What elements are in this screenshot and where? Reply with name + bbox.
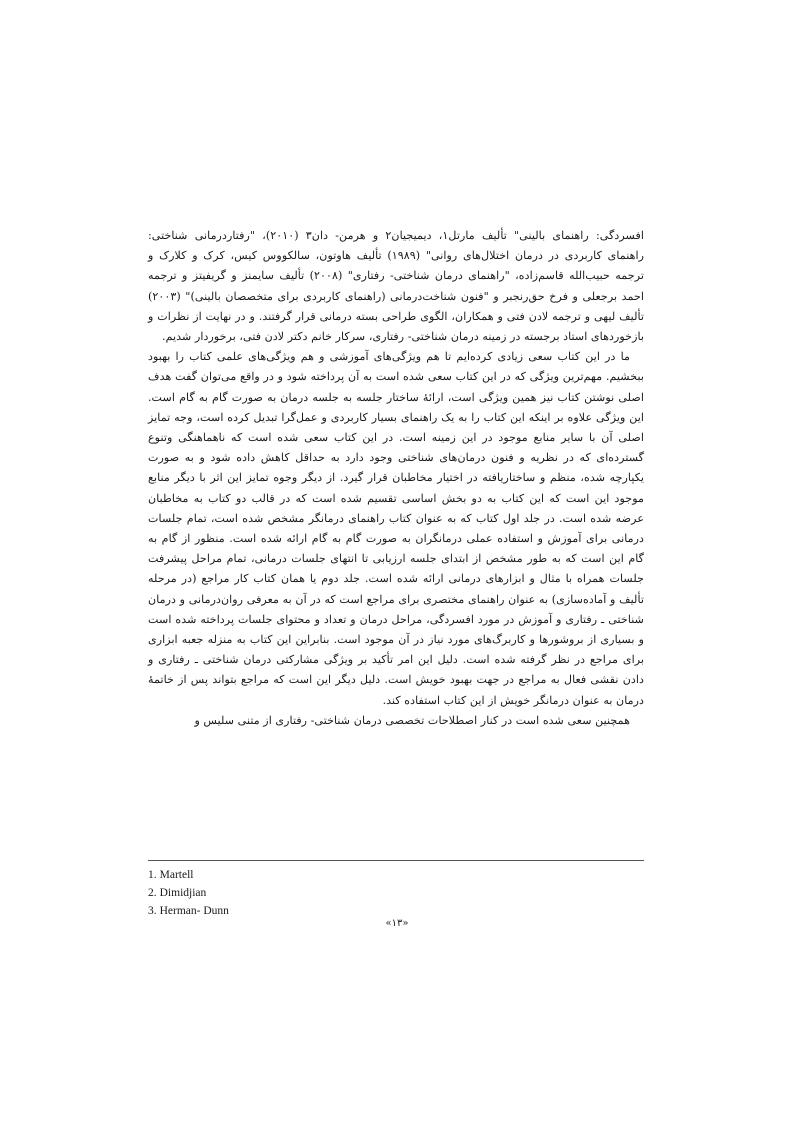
paragraph-1: افسردگی: راهنمای بالینی" تألیف مارتل۱، دیمیجیان۲ و هرمن- دان۳ (۲۰۱۰)، "رفتاردرمانی شناختی: راهنمای کاربردی در درمان اختلال‌های روانی" (۱۹۸۹) تألیف هاوتون، سالکووس کیس، کرک و کلارک و ترجمه حبیب‌الله قاسم‌زاده، "راهنمای درمان شناختی- رفتاری" (۲۰۰۸) تألیف سایمنز و گریفیتز و ترجمه احمد برجعلی و فرخ حق‌رنجبر و "فنون شناخت‌درمانی (راهنمای کاربردی برای متخصصان بالینی)" (۲۰۰۳) تألیف لیهی و ترجمه لادن فتی و همکاران، الگوی طراحی بسته درمانی قرار گرفتند. و در نهایت از نظرات و بازخوردهای استاد برجسته در زمینه درمان شناختی- رفتاری، سرکار خانم دکتر لادن فتی، برخوردار شدیم.	[148, 229, 644, 344]
footnote-item	[148, 866, 448, 884]
footnote-number: 2.	[148, 887, 157, 899]
footnote-item	[148, 884, 448, 902]
footnote-text: Herman- Dunn	[159, 905, 229, 917]
footnote-text: Dimidjian	[159, 887, 207, 899]
page-number: «۱۳»	[385, 918, 409, 929]
paragraph-3: همچنین سعی شده است در کنار اصطلاحات تخصصی درمان شناختی- رفتاری از متنی سلیس و	[194, 713, 630, 727]
footnote-number: 1.	[148, 869, 157, 881]
paragraph-2: ما در این کتاب سعی زیادی کرده‌ایم تا هم ویژگی‌های آموزشی و هم ویژگی‌های علمی کتاب را بهبود ببخشیم. مهم‌ترین ویژگی که در این کتاب سعی شده است به آن پرداخته شود و در واقع می‌توان گفت هدف اصلی نوشتن کتاب نیز همین ویژگی است، ارائۀ ساختار جلسه به جلسه درمان به صورت گام به گام است. این ویژگی علاوه بر اینکه این کتاب را به یک راهنمای بسیار کاربردی و عمل‌گرا تبدیل کرده است، وجه تمایز اصلی آن با سایر منابع موجود در این زمینه است. در این کتاب سعی شده است که ناهماهنگی وتنوع گسترده‌ای که در نظریه و فنون درمان‌های شناختی وجود دارد به حداقل کاهش داده شود و به صورت یکپارچه شده، منظم و ساختاریافته در اختیار مخاطبان قرار گیرد. از دیگر وجوه تمایز این اثر با دیگر منابع موجود این است که این کتاب به دو بخش اساسی تقسیم شده است که در قالب دو کتاب به مخاطبان عرضه شده است. در جلد اول کتاب که به عنوان کتاب راهنمای درمانگر مشخص شده است، تمام جلسات درمانی برای آموزش و استفاده عملی درمانگران به صورت گام به گام ارائه شده است. منظور از گام به گام این است که به طور مشخص از ابتدای جلسه ارزیابی تا انتهای جلسات درمانی، تمام مراحل پیشرفت جلسات همراه با مثال و ابزارهای درمانی ارائه شده است. جلد دوم یا همان کتاب کار مراجع (در مرحله تألیف و آماده‌سازی) به عنوان راهنمای مختصری برای مراجع است که در آن به معرفی روان‌درمانی و درمان شناختی ـ رفتاری و آموزش در مورد افسردگی، مراحل درمان و تعداد و محتوای جلسات پرداخته شده است و بسیاری از بروشورها و کاربرگ‌های مورد نیاز در آن موجود است. بنابراین این کتاب به منزله جعبه ابزاری برای مراجع در نظر گرفته شده است. دلیل این امر تأکید بر ویژگی مشارکتی درمان شناختی ـ رفتاری و دادن نقشی فعال به مراجع در جهت بهبود خویش است. دلیل دیگر این است که مراجع بتواند پس از خاتمۀ درمان به عنوان درمانگر خویش از این کتاب استفاده کند.	[148, 350, 644, 707]
footnote-text: Martell	[159, 869, 194, 881]
footnotes	[148, 866, 448, 920]
body-text	[148, 226, 644, 731]
footnote-number: 3.	[148, 905, 157, 917]
footnote-divider	[148, 860, 644, 861]
